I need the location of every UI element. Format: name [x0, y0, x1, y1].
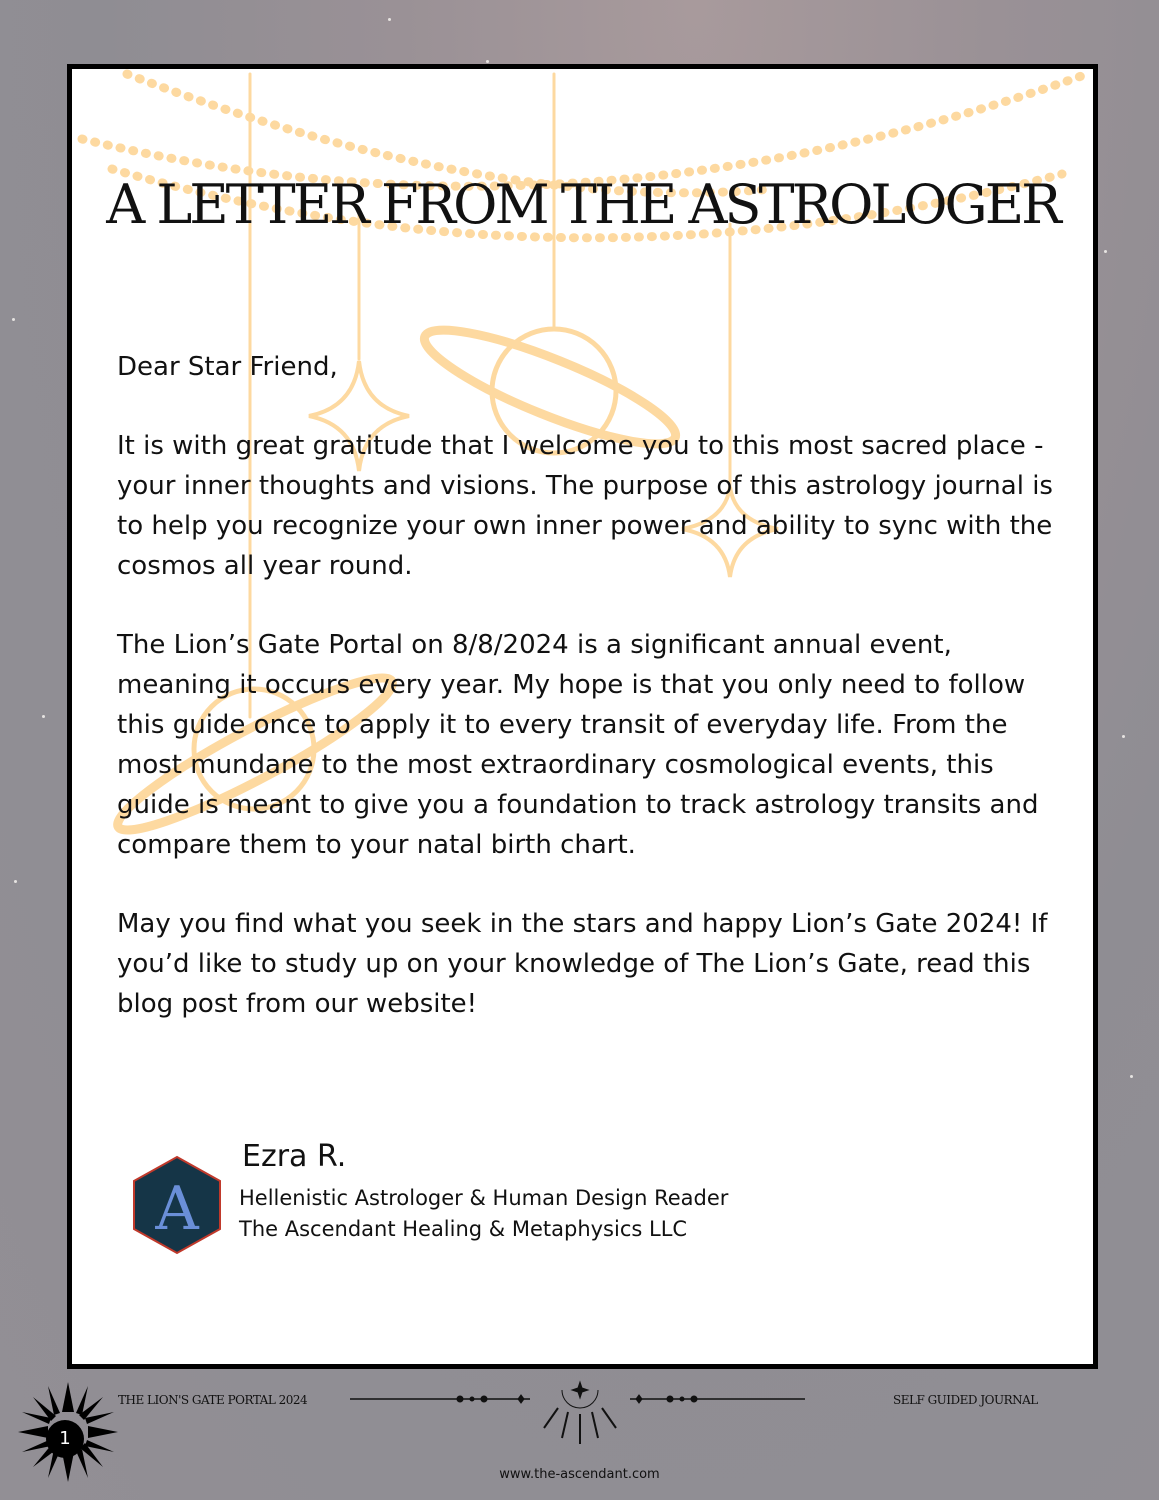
footer-left-text: THE LION'S GATE PORTAL 2024 [118, 1393, 308, 1407]
letter-body [117, 347, 1067, 1063]
letter-paragraph: The Lion’s Gate Portal on 8/8/2024 is a significant annual event, meaning it occurs every year. My hope is that you only need to follow this guide once to apply it to every transit of everyday life. From the most mundane to the most extraordinary cosmological events, this guide is meant to give you a foundation to track astrology transits and compare them to your natal birth chart. [117, 630, 1039, 860]
website-url[interactable]: www.the-ascendant.com [499, 1467, 660, 1482]
page-title: A LETTER FROM THE ASTROLOGER [106, 173, 1059, 236]
signature-role: Hellenistic Astrologer & Human Design Reader [239, 1186, 729, 1210]
letter-paragraph: It is with great gratitude that I welcome you to this most sacred place - your inner thoughts and visions. The purpose of this astrology journal is to help you recognize your own inner power and ability to sync with the cosmos all year round. [117, 431, 1053, 581]
letter-greeting: Dear Star Friend, [117, 352, 338, 382]
page-number: 1 [46, 1420, 84, 1458]
background-star [12, 318, 15, 321]
bead-garland [82, 74, 1087, 186]
letter-card [67, 64, 1098, 1369]
logo-letter: A [155, 1174, 199, 1244]
signature-details [239, 1183, 728, 1245]
ascendant-logo [132, 1155, 222, 1255]
background-star [14, 880, 17, 883]
letter-paragraph: May you find what you seek in the stars and happy Lion’s Gate 2024! If you’d like to study up on your knowledge of The Lion’s Gate, read this blog post from our website! [117, 909, 1048, 1019]
background-star [42, 715, 45, 718]
background-star [1104, 250, 1107, 253]
background-star [1130, 1075, 1133, 1078]
background-star [388, 18, 391, 21]
signature-company: The Ascendant Healing & Metaphysics LLC [239, 1217, 688, 1241]
background-star [1122, 735, 1125, 738]
signature-name: Ezra R. [242, 1139, 347, 1174]
background-star [486, 60, 489, 63]
footer-right-text: SELF GUIDED JOURNAL [893, 1393, 1038, 1407]
crescent-moon-ornament-icon [350, 1380, 810, 1460]
